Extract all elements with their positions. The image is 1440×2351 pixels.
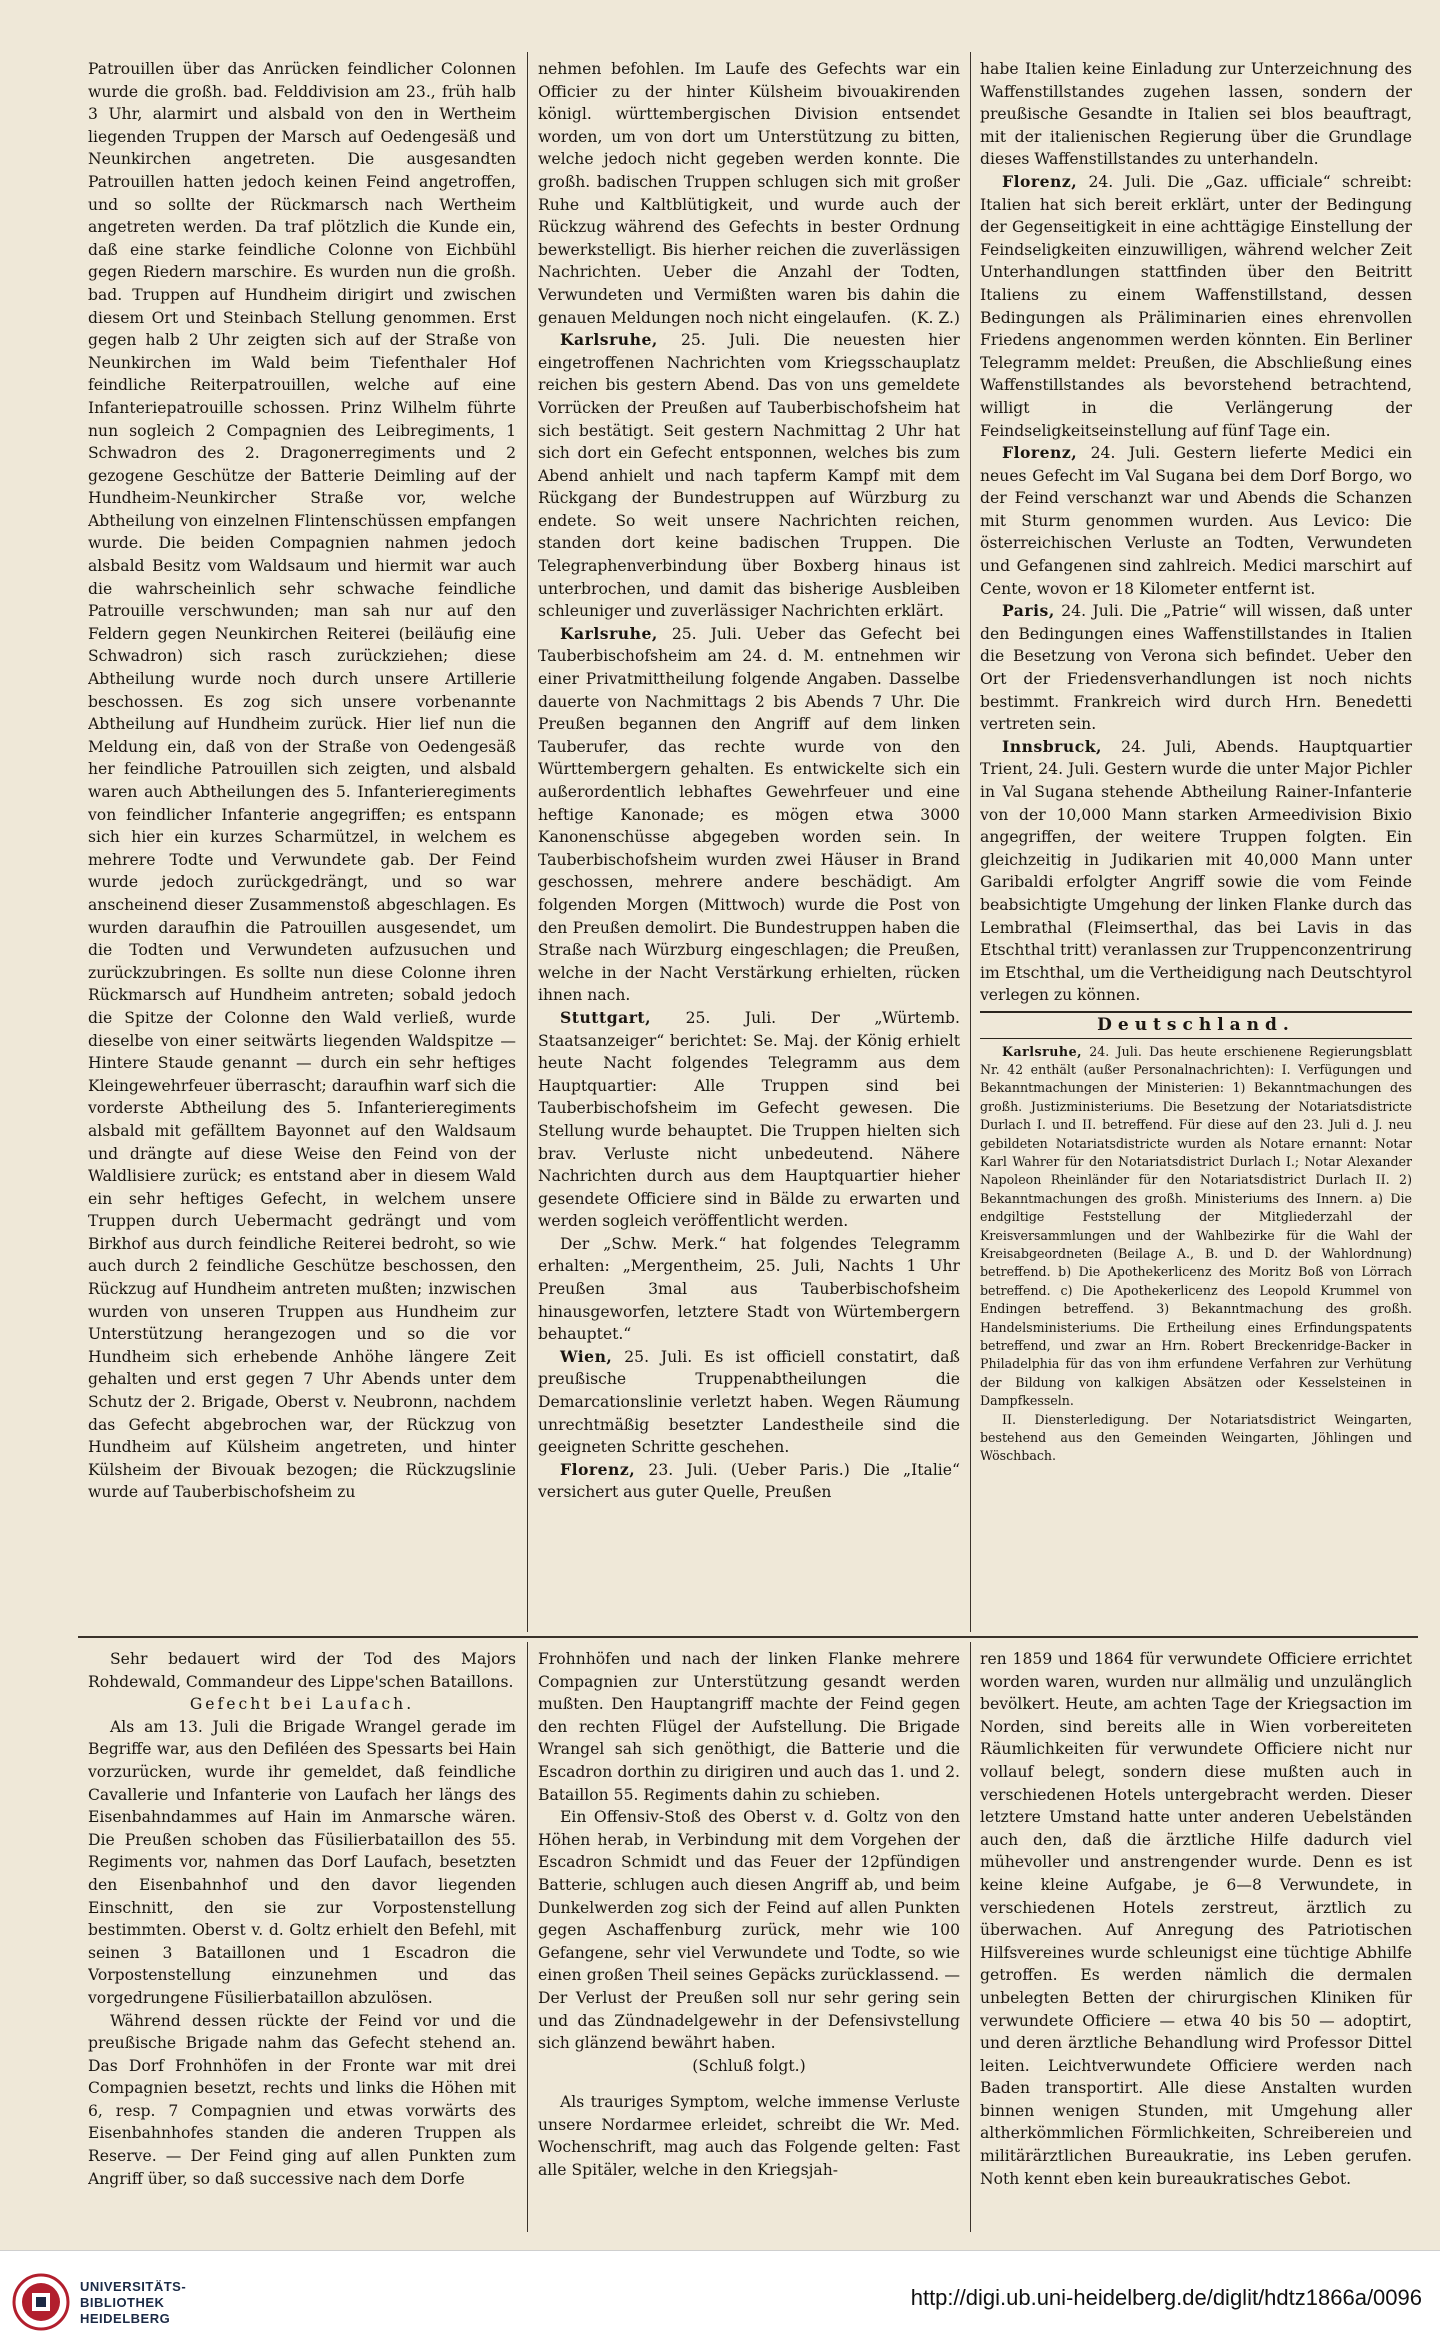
article-paragraph	[538, 1346, 960, 1459]
article-paragraph	[980, 171, 1412, 442]
column-rule	[970, 1642, 971, 2232]
article-paragraph: Patrouillen über das Anrücken feindlicher Colonnen wurde die großh. bad. Felddivision am 23., früh halb 3 Uhr, alarmirt und alsbald von den in Wertheim liegenden Truppen der Marsch auf Oedengesäß und Neunkirchen angetreten. Die ausgesandten Patrouillen hatten jedoch keinen Feind angetroffen, und so sollte der Rückmarsch nach Wertheim angetreten werden. Da traf plötzlich die Kunde ein, daß eine starke feindliche Colonne von Eichbühl gegen Riedern marschire. Es wurden nun die großh. bad. Truppen auf Hundheim dirigirt und zwischen diesem Ort und Steinbach Stellung genommen. Erst gegen halb 2 Uhr zeigten sich auf der Straße von Neunkirchen im Wald beim Tiefenthaler Hof feindliche Reiterpatrouillen, welche auf eine Infanteriepatrouille schossen. Prinz Wilhelm führte nun sogleich 2 Compagnien des Leibregiments, 1 Schwadron des 2. Dragonerregiments und 2 gezogene Geschütze der Batterie Deimling auf der Hundheim-Neunkircher Straße vor, welche Abtheilung von einzelnen Flintenschüssen empfangen wurde. Die beiden Compagnien nahmen jedoch alsbald Besitz vom Waldsaum und hiermit war auch die wahrscheinlich sehr schwache feindliche Patrouille verschwunden; man sah nur auf den Feldern gegen Neunkirchen Reiterei (beiläufig eine Schwadron) sich rasch zurückziehen; diese Abtheilung wurde noch durch unsere Artillerie beschossen. Es zog sich unsere vorbenannte Abtheilung auf Hundheim zurück. Hier lief nun die Meldung ein, daß von der Straße von Oedengesäß her feindliche Patrouillen sich zeigten, und alsbald waren auch Abtheilungen des 5. Infanterieregiments von feindlicher Infanterie angegriffen; es entspann sich hier ein kurzes Scharmützel, in welchem es mehrere Todte und Verwundete gab. Der Feind wurde jedoch zurückgedrängt, und so war anscheinend dieser Zusammenstoß abgeschlagen. Es wurden daraufhin die Patrouillen ausgesendet, um die Todten und Verwundeten aufzusuchen und zurückzubringen. Es sollte nun diese Colonne ihren Rückmarsch auf Hundheim antreten; sobald jedoch die Spitze der Colonne den Wald verließ, wurde dieselbe von einer seitwärts liegenden Waldspitze — Hintere Staude genannt — durch ein sehr heftiges Kleingewehrfeuer überrascht; daraufhin warf sich die vorderste Abtheilung des 5. Infanterieregiments alsbald mit gefälltem Bayonnet auf den Waldsaum und drängte auf diese Weise den Feind von der Waldlisiere zurück; es entstand aber in diesem Wald ein sehr heftiges Gefecht, in welchem unsere Truppen durch Uebermacht gedrängt und vom Birkhof aus durch feindliche Reiterei bedroht, so wie auch durch 2 feindliche Geschütze beschossen, den Rückzug auf Hundheim antreten mußten; inzwischen wurden von unseren Truppen aus Hundheim zur Unterstützung herangezogen und so die vor Hundheim sich erhebende Anhöhe längere Zeit gehalten und erst gegen 7 Uhr Abends unter dem Schutz der 2. Brigade, Oberst v. Neubronn, nachdem das Gefecht abgebrochen war, der Rückzug von Hundheim auf Külsheim angetreten, und hinter Külsheim der Bivouak bezogen; die Rückzugslinie wurde auf Tauberbischofsheim zu	[88, 60, 516, 1502]
lower-column-3	[980, 1648, 1412, 2233]
article-paragraph: Als am 13. Juli die Brigade Wrangel gerade im Begriffe war, aus den Defiléen des Spessarts bei Hain vorzurücken, wurde ihr gemeldet, daß feindliche Cavallerie und Infanterie von Laufach her längs des Eisenbahndammes auf Hain im Anmarsche wären. Die Preußen schoben das Füsilierbataillon des 55. Regiments vor, nahmen das Dorf Laufach, besetzten den Eisenbahnhof und den davor liegenden Einschnitt, den sie zur Vorpostenstellung bestimmten. Oberst v. d. Goltz erhielt den Befehl, mit seinen 3 Bataillonen und 1 Escadron die Vorpostenstellung einzunehmen und das vorgedrungene Füsilierbataillon abzulösen.	[88, 1717, 516, 2007]
article-text: 24. Juli. Gestern lieferte Medici ein neues Gefecht im Val Sugana bei dem Dorf Borgo, wo der Feind verschanzt war und Abends die Schanzen mit Sturm genommen wurden. Aus Levico: Die österreichischen Verluste an Todten, Verwundeten und Gefangenen sind zahlreich. Medici marschirt auf Cente, wovon er 18 Kilometer entfernt ist.	[980, 444, 1412, 598]
column-3	[980, 58, 1412, 1633]
article-paragraph	[538, 623, 960, 1007]
article-paragraph	[538, 1007, 960, 1233]
library-name-line: UNIVERSITÄTS-	[80, 2279, 187, 2294]
article-paragraph: habe Italien keine Einladung zur Unterzeichnung des Waffenstillstandes zugehen lassen, sondern der preußische Gesandte in Italien sei blos beauftragt, mit der italienischen Regierung über die Grundlage dieses Waffenstillstandes zu unterhandeln.	[980, 60, 1412, 169]
article-paragraph: Während dessen rückte der Feind vor und die preußische Brigade nahm das Gefecht stehend an. Das Dorf Frohnhöfen in der Fronte war mit drei Compagnien besetzt, rechts und links die Höhen mit 6, resp. 7 Compagnien und etwas vorwärts des Eisenbahnhofes standen die anderen Truppen als Reserve. — Der Feind ging auf allen Punkten zum Angriff über, so daß successive nach dem Dorfe	[88, 2011, 516, 2188]
footer-bar	[0, 2250, 1440, 2351]
article-text: 25. Juli. Ueber das Gefecht bei Tauberbischofsheim am 24. d. M. entnehmen wir einer Privatmittheilung folgende Angaben. Dasselbe dauerte von Nachmittags 2 bis Abends 7 Uhr. Die Preußen begannen den Angriff auf dem linken Tauberufer, das rechte wurde von den Württembergern gehalten. Es entwickelte sich ein außerordentlich lebhaftes Gewehrfeuer und eine heftige Kanonade; es mögen etwa 3000 Kanonenschüsse abgegeben worden sein. In Tauberbischofsheim wurden zwei Häuser in Brand geschossen, mehrere andere beschädigt. Am folgenden Morgen (Mittwoch) wurde die Post von den Preußen demolirt. Die Bundestruppen haben die Straße nach Würzburg eingeschlagen; die Preußen, welche in der Nacht Verstärkung erhielten, rücken ihnen nach.	[538, 624, 960, 1005]
article-text: 24. Juli. Die „Patrie“ will wissen, daß unter den Bedingungen eines Waffenstillstandes in Italien die Besetzung von Verona sich befindet. Ueber den Ort der Friedensverhandlungen ist noch nichts bestimmt. Frankreich wird durch Hrn. Benedetti vertreten sein.	[980, 602, 1412, 734]
library-name-line: BIBLIOTHEK	[80, 2295, 165, 2310]
university-library-logo-icon	[12, 2273, 70, 2331]
article-text: 25. Juli. Der „Würtemb. Staatsanzeiger“ berichtet: Se. Maj. der König erhielt heute Nacht folgendes Telegramm aus dem Hauptquartier: Alle Truppen sind bei Tauberbischofsheim im Gefecht gewesen. Die Stellung wurde behauptet. Die Truppen hielten sich brav. Verluste nicht unbedeutend. Nähere Nachrichten durch aus dem Hauptquartier hieher gesendete Officiere sind in Bälde zu erwarten und werden sogleich veröffentlicht werden.	[538, 1008, 960, 1231]
article-paragraph	[980, 736, 1412, 1007]
article-paragraph	[538, 58, 960, 329]
column-rule	[527, 52, 528, 1632]
dateline: Karlsruhe,	[560, 330, 658, 350]
lower-column-2	[538, 1648, 960, 2233]
spacer	[538, 2077, 960, 2091]
dateline: Florenz,	[1002, 171, 1078, 191]
article-text: nehmen befohlen. Im Laufe des Gefechts war ein Officier zu der hinter Külsheim bivouakirenden königl. württembergischen Division entsendet worden, um von dort um Unterstützung zu bitten, welche jedoch nicht gegeben werden konnte. Die großh. badischen Truppen schlugen sich mit großer Ruhe und Kaltblütigkeit, und wurde auch der Rückzug während des Gefechts in bester Ordnung bewerkstelligt. Bis hierher reichen die zuverlässigen Nachrichten. Ueber die Anzahl der Todten, Verwundeten und Vermißten waren bis dahin die genauen Meldungen noch nicht eingelaufen.	[538, 60, 960, 327]
column-rule	[527, 1642, 528, 2232]
article-text: 24. Juli. Die „Gaz. ufficiale“ schreibt: Italien hat sich bereit erklärt, unter der Bedingung der Gegenseitigkeit in eine achttägige Einstellung der Feindseligkeiten einzuwilligen, während welcher Zeit Unterhandlungen stattfinden über den Beitritt Italiens zu einem Waffenstillstand, dessen Bedingungen als Präliminarien eines ehrenvollen Friedens angenommen werden könnten. Ein Berliner Telegramm meldet: Preußen, die Abschließung eines Waffenstillstandes als bevorstehend betrachtend, willigt in die Verlängerung der Feindseligkeitseinstellung auf fünf Tage ein.	[980, 172, 1412, 440]
article-paragraph: ren 1859 und 1864 für verwundete Officiere errichtet worden waren, wurden nur allmälig und unzulänglich bevölkert. Heute, am achten Tage der Kriegsaction im Norden, sind bereits alle in Wien vorbereiteten Räumlichkeiten für verwundete Officiere nicht nur vollauf belegt, sondern diese mußten auch in verschiedenen Hotels untergebracht werden. Dieser letztere Umstand hatte unter anderen Uebelständen auch den, daß die ärztliche Hilfe dadurch viel mühevoller und anstrengender wurde. Denn es ist keine kleine Aufgabe, je 6—8 Verwundete, in verschiedenen Hotels zerstreut, ärztlich zu überwachen. Auf Anregung des Patriotischen Hilfsvereines wurde schleunigst eine tüchtige Abhilfe getroffen. Es werden nämlich die dermalen unbelegten Betten der chirurgischen Kliniken für verwundete Officiere — etwa 40 bis 50 — adoptirt, und deren ärztliche Behandlung wird Professor Dittel leiten. Leichtverwundete Officiere werden nach Baden transportirt. Alle diese Anstalten wurden binnen wenigen Stunden, mit Umgehung aller altherkömmlichen Förmlichkeiten, Schreibereien und militärärztlichen Bureaukratie, ins Leben gerufen. Noth kennt eben kein bureaukratisches Gebot.	[980, 1650, 1412, 2188]
article-text: 23. Juli. (Ueber Paris.) Die „Italie“ versichert aus guter Quelle, Preußen	[538, 1460, 960, 1502]
article-heading: Gefecht bei Laufach.	[189, 1695, 415, 1714]
article-paragraph: Ein Offensiv-Stoß des Oberst v. d. Goltz von den Höhen herab, in Verbindung mit dem Vorgehen der Escadron Schmidt und das Feuer der 12pfündigen Batterie, schlugen auch diesen Angriff ab, und beim Dunkelwerden zog sich der Feind auf allen Punkten gegen Aschaffenburg zurück, mehr wie 100 Gefangene, sehr viel Verwundete und Todte, so wie einen großen Theil seines Gepäcks zurücklassend. — Der Verlust der Preußen soll nur sehr gering sein und das Zündnadelgewehr in der Defensivstellung sich glänzend bewährt haben.	[538, 1808, 960, 2053]
article-paragraph: Als trauriges Symptom, welche immense Verluste unsere Nordarmee erleidet, schreibt die Wr. Med. Wochenschrift, mag auch das Folgende gelten: Fast alle Spitäler, welche in den Kriegsjah-	[538, 2093, 960, 2180]
article-paragraph: II. Diensterledigung. Der Notariatsdistrict Weingarten, bestehend aus den Gemeinden Weingarten, Jöhlingen und Wöschbach.	[980, 1411, 1412, 1464]
continuation-note: (Schluß folgt.)	[692, 2056, 806, 2075]
lower-column-1	[88, 1648, 516, 2233]
article-paragraph	[538, 329, 960, 623]
article-paragraph: Der „Schw. Merk.“ hat folgendes Telegramm erhalten: „Mergentheim, 25. Juli, Nachts 1 Uhr Preußen 3mal aus Tauberbischofsheim hinausgeworfen, letztere Stadt von Würtembergern behauptet.“	[538, 1234, 960, 1344]
library-name-line: HEIDELBERG	[80, 2311, 171, 2326]
article-paragraph: Sehr bedauert wird der Tod des Majors Rohdewald, Commandeur des Lippe'schen Bataillons.	[88, 1650, 516, 1691]
column-1	[88, 58, 516, 1633]
dateline: Karlsruhe,	[1002, 1043, 1082, 1059]
article-text: 25. Juli. Die neuesten hier eingetroffenen Nachrichten vom Kriegsschauplatz reichen bis gestern Abend. Das von uns gemeldete Vorrücken der Preußen auf Tauberbischofsheim hat sich bestätigt. Seit gestern Nachmittag 2 Uhr hat sich dort ein Gefecht entsponnen, welches bis zum Abend anhielt und nach tapferm Kampf mit dem Rückgang der Bundestruppen auf Würzburg zu endete. So weit unsere Nachrichten reichen, standen dort keine badischen Truppen. Die Telegraphenverbindung über Boxberg hinaus ist unterbrochen, und damit das bisherige Ausbleiben schleuniger und zuverlässiger Nachrichten erklärt.	[538, 331, 960, 621]
article-text: 25. Juli. Es ist officiell constatirt, daß preußische Truppenabtheilungen die Demarcationslinie verletzt haben. Wegen Räumung unrechtmäßig besetzter Landestheile sind die geeigneten Schritte geschehen.	[538, 1347, 960, 1457]
section-heading: Deutschland.	[980, 1011, 1412, 1039]
library-name	[80, 2279, 186, 2327]
dateline: Stuttgart,	[560, 1007, 652, 1027]
article-paragraph	[980, 1043, 1412, 1411]
article-text: 24. Juli, Abends. Hauptquartier Trient, 24. Juli. Gestern wurde die unter Major Pichler in Val Sugana stehende Abtheilung Rainer-Infanterie von der 10,000 Mann starken Armeedivision Bixio angegriffen, der weitere Truppen folgten. Ein gleichzeitig in Judikarien mit 40,000 Mann unter Garibaldi erfolgter Angriff sowie die vom Feinde beabsichtigte Umgehung der linken Flanke durch das Lembrathal (Fleimserthal, das bei Lavis in das Etschthal tritt) veranlassen zur Truppenconzentrirung im Etschthal, um die Vertheidigung nach Deutschtyrol verlegen zu können.	[980, 737, 1412, 1005]
section-rule	[78, 1636, 1418, 1638]
article-paragraph	[980, 600, 1412, 736]
dateline: Florenz,	[1002, 443, 1078, 463]
column-2	[538, 58, 960, 1633]
dateline: Paris,	[1002, 601, 1055, 621]
article-paragraph	[980, 442, 1412, 600]
dateline: Innsbruck,	[1002, 736, 1102, 756]
small-print-block	[980, 1043, 1412, 1466]
dateline: Karlsruhe,	[560, 623, 658, 643]
article-paragraph	[538, 1459, 960, 1504]
dateline: Wien,	[560, 1346, 613, 1366]
permalink-url[interactable]: http://digi.ub.uni-heidelberg.de/diglit/hdtz1866a/0096	[910, 2285, 1422, 2310]
article-text: 24. Juli. Das heute erschienene Regierungsblatt Nr. 42 enthält (außer Personalnachrichten): I. Verfügungen und Bekanntmachungen der Ministerien: 1) Bekanntmachungen des großh. Justizministeriums. Die Besetzung der Notariatsdistricte Durlach I. und II. betreffend. Für diese auf den 23. Juli d. J. neu gebildeten Notariatsdistricte wurden als Notare ernannt: Notar Karl Wahrer für den Notariatsdistrict Durlach I.; Notar Alexander Napoleon Rheinländer für den Notariatsdistrict Durlach II. 2) Bekanntmachungen des großh. Ministeriums des Innern. a) Die endgiltige Feststellung der Mitgliederzahl der Kreisversammlungen und der Wahlbezirke für die Wahl der Kreisabgeordneten (Beilage A., B. und D. der Wahlordnung) betreffend. b) Die Apothekerlicenz des Moritz Boß von Lörrach betreffend. c) Die Apothekerlicenz des Leopold Krummel von Endingen betreffend. 3) Bekanntmachung des großh. Handelsministeriums. Die Ertheilung eines Erfindungspatents betreffend, und zwar an Hrn. Robert Breckenridge-Backer in Philadelphia für das von ihm erfundene Verfahren zur Verhütung der Bildung von kalkigen Absätzen oder Kesselsteinen in Dampfkesseln.	[980, 1043, 1412, 1409]
dateline: Florenz,	[560, 1459, 636, 1479]
source-signature: (K. Z.)	[910, 308, 960, 327]
column-rule	[970, 52, 971, 1632]
article-paragraph: Frohnhöfen und nach der linken Flanke mehrere Compagnien zur Unterstützung gesandt werden mußten. Den Hauptangriff machte der Feind gegen den rechten Flügel der Aufstellung. Die Brigade Wrangel sah sich genöthigt, die Batterie und die Escadron dorthin zu dirigiren und auch das 1. und 2. Bataillon 55. Regiments dahin zu schieben.	[538, 1650, 960, 1804]
